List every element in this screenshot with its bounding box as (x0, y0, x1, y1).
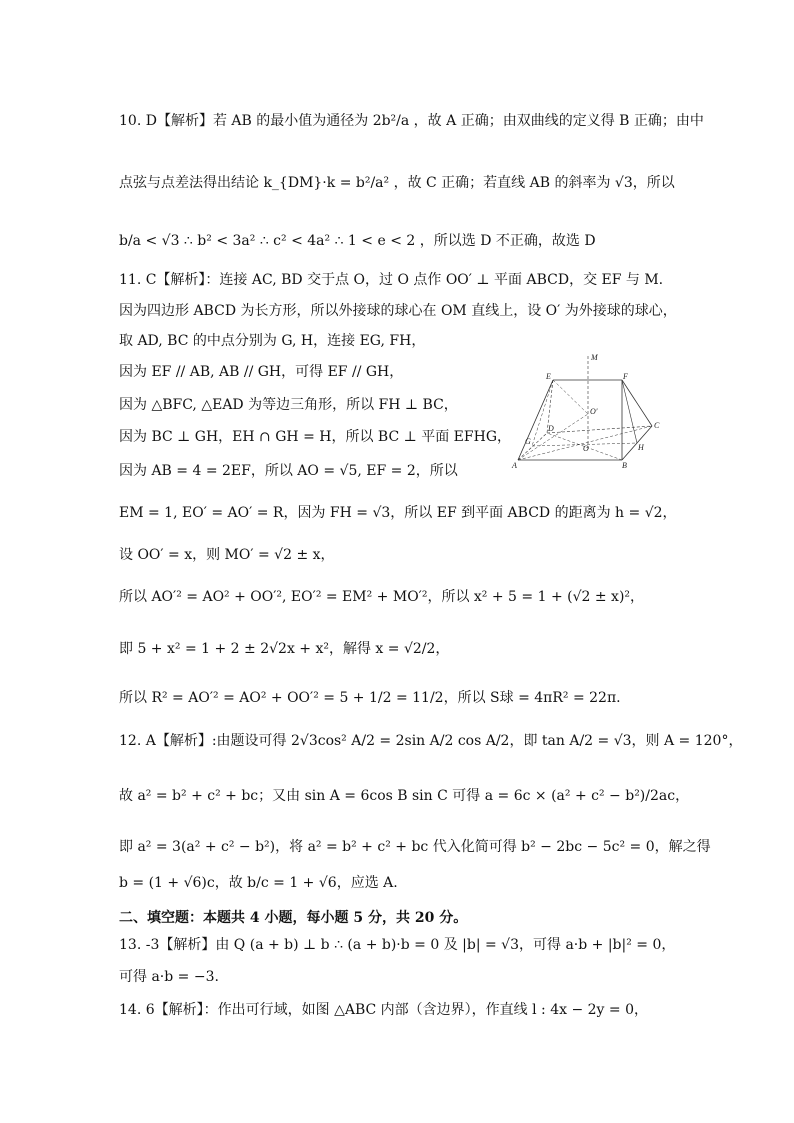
label-A: A (512, 461, 517, 468)
seg-EO1 (553, 380, 588, 414)
label-E: E (546, 372, 551, 381)
seg-FH (622, 380, 637, 443)
text-line: 因为 AB = 4 = 2EF，所以 AO = √5, EF = 2，所以 (119, 463, 458, 479)
seg-EG (532, 380, 553, 446)
label-O1: O′ (590, 407, 598, 416)
edge-DC (547, 426, 652, 433)
text-line: 因为 EF // AB, AB // GH，可得 EF // GH， (119, 364, 404, 380)
text-line: 即 a² = 3(a² + c² − b²)，将 a² = b² + c² + bc 代入化简可得 b² − 2bc − 5c² = 0，解之得 (119, 839, 711, 855)
text-line: 可得 a·b = −3. (119, 969, 219, 985)
label-H: H (638, 443, 644, 452)
label-D: D (548, 424, 554, 433)
text-line: 11. C【解析】：连接 AC, BD 交于点 O，过 O 点作 OO′ ⊥ 平面 ABCD，交 EF 与 M. (119, 272, 664, 288)
text-line: 10. D【解析】若 AB 的最小值为通径为 2b²/a ，故 A 正确；由双曲线的定义得 B 正确；由中 (119, 113, 704, 129)
text-line: EM = 1, EO′ = AO′ = R，因为 FH = √3，所以 EF 到平面 ABCD 的距离为 h = √2， (119, 505, 677, 521)
text-line: 因为四边形 ABCD 为长方形，所以外接球的球心在 OM 直线上，设 O′ 为外接球的球心， (119, 303, 677, 319)
geometry-figure (510, 348, 670, 468)
text-line: 即 5 + x² = 1 + 2 ± 2√2x + x²，解得 x = √2/2， (119, 641, 450, 657)
text-line: 点弦与点差法得出结论 k_{DM}·k = b²/a² ，故 C 正确；若直线 AB 的斜率为 √3，所以 (119, 175, 675, 191)
text-line: 13. -3【解析】由 Q (a + b) ⊥ b ∴ (a + b)·b = 0 及 |b| = √3，可得 a·b + |b|² = 0， (119, 937, 676, 953)
text-line: 取 AD, BC 的中点分别为 G, H，连接 EG, FH， (119, 333, 426, 349)
edge-EA (518, 380, 553, 460)
text-line: 所以 R² = AO′² = AO² + OO′² = 5 + 1/2 = 11/2，所以 S球 = 4πR² = 22π. (119, 690, 621, 706)
label-O: O (583, 444, 589, 453)
text-line: 故 a² = b² + c² + bc；又由 sin A = 6cos B sin C 可得 a = 6c × (a² + c² − b²)/2ac， (119, 788, 690, 804)
edge-AD (518, 433, 547, 460)
label-B: B (622, 461, 627, 468)
text-line: 12. A【解析】:由题设可得 2√3cos² A/2 = 2sin A/2 cos A/2，即 tan A/2 = √3，则 A = 120°， (119, 733, 743, 749)
text-line: b = (1 + √6)c，故 b/c = 1 + √6，应选 A. (119, 875, 398, 891)
label-F: F (623, 372, 628, 381)
label-G: G (525, 437, 531, 446)
text-line: 因为 △BFC, △EAD 为等边三角形，所以 FH ⊥ BC， (119, 397, 458, 413)
diag-AC (518, 426, 652, 460)
text-line: 所以 AO′² = AO² + OO′², EO′² = EM² + MO′²，所以 x² + 5 = 1 + (√2 ± x)²， (119, 589, 645, 605)
label-C: C (654, 421, 660, 430)
text-line: 二、填空题：本题共 4 小题，每小题 5 分，共 20 分。 (119, 910, 468, 926)
edge-FC (622, 380, 652, 426)
text-line: b/a < √3 ∴ b² < 3a² ∴ c² < 4a² ∴ 1 < e < 2 ，所以选 D 不正确，故选 D (119, 233, 596, 249)
text-line: 14. 6【解析】：作出可行域，如图 △ABC 内部（含边界），作直线 l : 4x − 2y = 0， (119, 1002, 648, 1018)
label-M: M (591, 353, 598, 362)
text-line: 设 OO′ = x，则 MO′ = √2 ± x， (119, 547, 335, 563)
text-line: 因为 BC ⊥ GH，EH ∩ GH = H，所以 BC ⊥ 平面 EFHG， (119, 429, 512, 445)
